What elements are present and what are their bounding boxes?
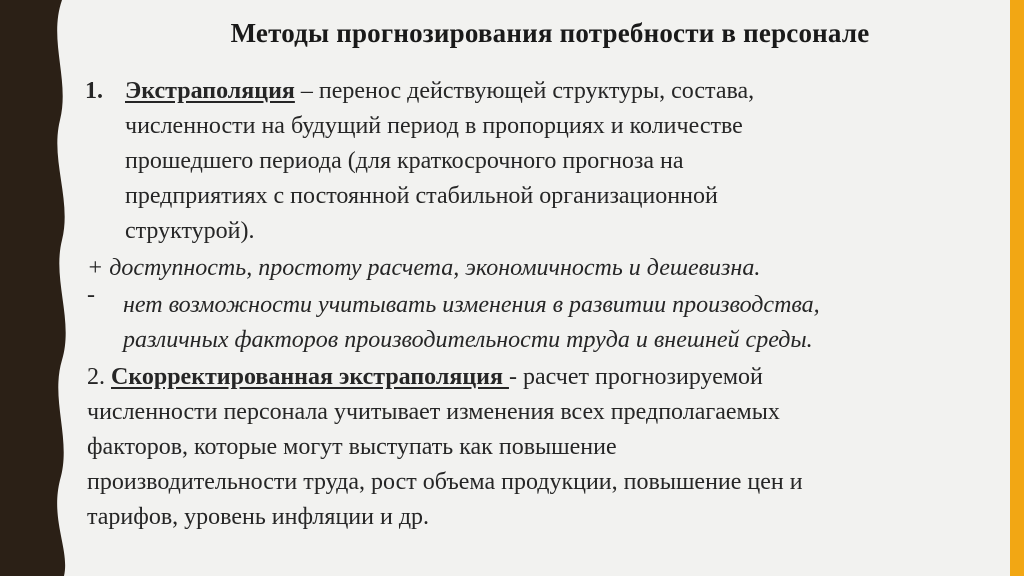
- method1-pros: + доступность, простоту расчета, экономичность и дешевизна.: [87, 255, 761, 281]
- method2-line-3: факторов, которые могут выступать как повышение: [87, 434, 617, 460]
- method2-line-4: производительности труда, рост объема продукции, повышение цен и: [87, 469, 803, 495]
- method1-line-3: прошедшего периода (для краткосрочного прогноза на: [125, 148, 684, 174]
- method1-line-2: численности на будущий период в пропорциях и количестве: [125, 113, 743, 139]
- method2-first-line: [87, 362, 763, 392]
- method1-first-line: [125, 76, 754, 106]
- method1-cons-2: различных факторов производительности труда и внешней среды.: [123, 327, 813, 353]
- item-number-1: 1.: [85, 78, 103, 104]
- decorative-left-band: [0, 0, 80, 576]
- method2-term: Скорректированная экстраполяция: [111, 364, 509, 390]
- slide-title: Методы прогнозирования потребности в персонале: [230, 18, 870, 48]
- method1-term: Экстраполяция: [125, 78, 295, 104]
- method1-line-4: предприятиях с постоянной стабильной организационной: [125, 183, 718, 209]
- orange-accent-bar: [1010, 0, 1024, 576]
- wavy-border-shape: [0, 0, 80, 576]
- item-number-2: 2.: [87, 364, 111, 390]
- method2-line-5: тарифов, уровень инфляции и др.: [87, 504, 430, 530]
- method1-line-5: структурой).: [125, 218, 255, 244]
- slide-content: [85, 0, 1005, 576]
- method1-line-1: – перенос действующей структуры, состава,: [294, 78, 755, 104]
- method2-line-1: - расчет прогнозируемой: [508, 364, 763, 390]
- cons-marker: -: [87, 282, 95, 308]
- method2-line-2: численности персонала учитывает изменения всех предполагаемых: [87, 399, 780, 425]
- method1-cons-1: нет возможности учитывать изменения в развитии производства,: [123, 292, 820, 318]
